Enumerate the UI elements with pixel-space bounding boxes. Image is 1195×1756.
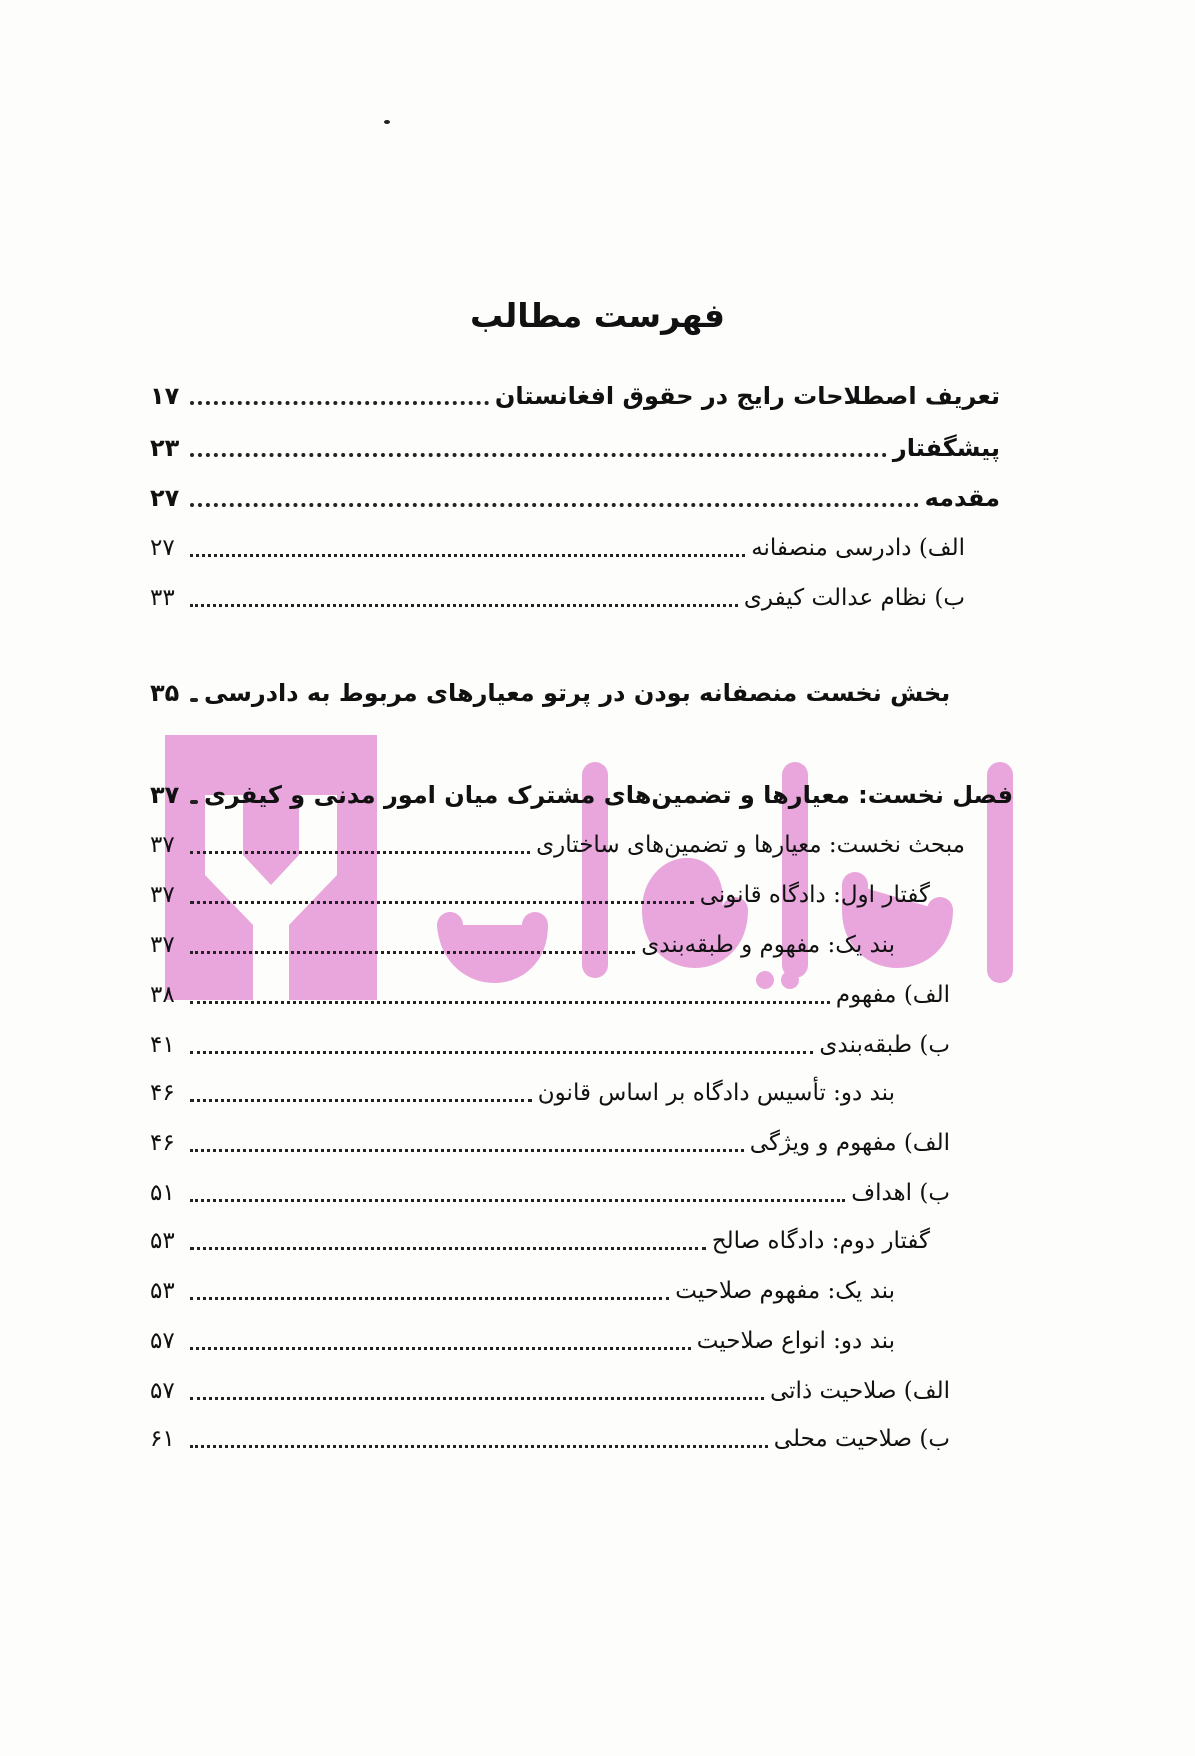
toc-label: گفتار اول: دادگاه قانونی — [699, 882, 930, 908]
toc-entry — [150, 425, 1000, 467]
toc-label: ب) نظام عدالت کیفری — [743, 585, 965, 611]
toc-entry — [150, 1120, 950, 1162]
toc-label: الف) صلاحیت ذاتی — [769, 1378, 950, 1404]
toc-label: بند دو: انواع صلاحیت — [696, 1328, 895, 1354]
toc-page-number: ۵۳ — [150, 1228, 175, 1254]
toc-page-number: ۱۷ — [150, 382, 180, 410]
toc-entry — [150, 1170, 950, 1212]
toc-entry — [150, 872, 930, 914]
toc-page-number: ۶۱ — [150, 1426, 175, 1452]
toc-page-number: ۲۷ — [150, 484, 180, 512]
toc-entry — [150, 1218, 930, 1260]
toc-label: مقدمه — [924, 484, 1000, 512]
toc-page-number: ۵۱ — [150, 1180, 175, 1206]
leader-dots — [190, 1297, 669, 1300]
leader-dots — [190, 1149, 744, 1152]
toc-label: ب) اهداف — [851, 1180, 950, 1206]
leader-dots — [190, 604, 738, 607]
page-title: فهرست مطالب — [469, 296, 726, 335]
leader-dots — [190, 453, 887, 457]
scan-speck — [384, 120, 390, 124]
toc-entry — [150, 1318, 895, 1360]
toc-label: بند دو: تأسیس دادگاه بر اساس قانون — [537, 1080, 895, 1106]
toc-entry — [150, 1070, 895, 1112]
leader-dots — [190, 1199, 845, 1202]
toc-label: فصل نخست: معیارها و تضمین‌های مشترک میان امور مدنی و کیفری — [204, 781, 1014, 809]
toc-label: الف) مفهوم و ویژگی — [749, 1130, 950, 1156]
toc-page-number: ۳۷ — [150, 882, 175, 908]
toc-entry — [150, 1268, 895, 1310]
toc-entry — [150, 822, 965, 864]
toc-page-number: ۲۳ — [150, 434, 180, 462]
toc-label: بند یک: مفهوم و طبقه‌بندی — [641, 932, 895, 958]
toc-label: گفتار دوم: دادگاه صالح — [711, 1228, 930, 1254]
toc-label: مبحث نخست: معیارها و تضمین‌های ساختاری — [536, 832, 965, 858]
toc-entry — [150, 1022, 950, 1064]
toc-entry — [150, 922, 895, 964]
toc-page-number: ۴۶ — [150, 1080, 175, 1106]
leader-dots — [190, 1247, 706, 1250]
leader-dots — [190, 1347, 691, 1350]
toc-entry — [150, 373, 1000, 415]
toc-label: بند یک: مفهوم صلاحیت — [675, 1278, 895, 1304]
leader-dots — [190, 1397, 764, 1400]
toc-label: الف) مفهوم — [835, 982, 950, 1008]
toc-label: پیشگفتار — [892, 434, 1000, 462]
leader-dots — [190, 1051, 813, 1054]
toc-page-number: ۳۷ — [150, 781, 180, 809]
toc-entry — [150, 1416, 950, 1458]
toc-entry — [150, 670, 951, 712]
toc-label: الف) دادرسی منصفانه — [751, 535, 965, 561]
leader-dots — [190, 951, 635, 954]
toc-label: بخش نخست منصفانه بودن در پرتو معیارهای مربوط به دادرسی — [204, 679, 951, 707]
leader-dots — [190, 1445, 768, 1448]
leader-dots — [190, 851, 530, 854]
toc-page-number: ۳۷ — [150, 832, 175, 858]
leader-dots — [190, 503, 919, 507]
toc-page-number: ۳۸ — [150, 982, 175, 1008]
toc-entry — [150, 475, 1000, 517]
toc-label: تعریف اصطلاحات رایج در حقوق افغانستان — [494, 382, 1000, 410]
leader-dots — [190, 698, 198, 702]
toc-entry — [150, 575, 965, 617]
leader-dots — [190, 1001, 830, 1004]
leader-dots — [190, 554, 745, 557]
toc-label: ب) طبقه‌بندی — [819, 1032, 950, 1058]
leader-dots — [190, 401, 489, 405]
toc-entry — [150, 525, 965, 567]
toc-page-number: ۴۶ — [150, 1130, 175, 1156]
toc-page-number: ۵۳ — [150, 1278, 175, 1304]
leader-dots — [190, 1099, 532, 1102]
toc-page-number: ۳۵ — [150, 679, 180, 707]
leader-dots — [190, 901, 694, 904]
toc-page-number: ۲۷ — [150, 535, 175, 561]
toc-entry — [150, 772, 1014, 814]
leader-dots — [190, 800, 198, 804]
toc-page-number: ۵۷ — [150, 1328, 175, 1354]
toc-label: ب) صلاحیت محلی — [773, 1426, 950, 1452]
toc-entry — [150, 972, 950, 1014]
toc-page-number: ۳۳ — [150, 585, 175, 611]
toc-page-number: ۵۷ — [150, 1378, 175, 1404]
toc-page-number: ۴۱ — [150, 1032, 175, 1058]
toc-page-number: ۳۷ — [150, 932, 175, 958]
toc-entry — [150, 1368, 950, 1410]
